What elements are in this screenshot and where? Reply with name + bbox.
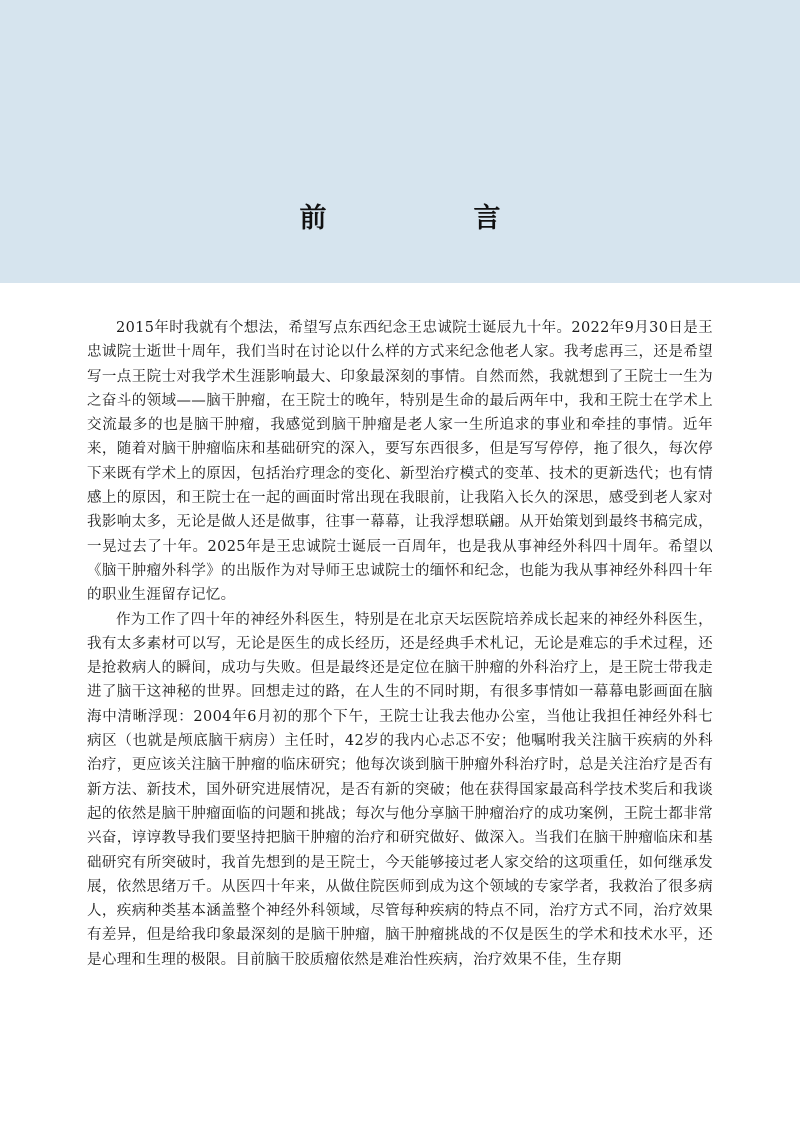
- page-title: 前 言: [299, 203, 561, 234]
- paragraph: 作为工作了四十年的神经外科医生，特别是在北京天坛医院培养成长起来的神经外科医生，我有太多素材可以写，无论是医生的成长经历，还是经典手术札记，无论是难忘的手术过程，还是抢救病人的瞬间，成功与失败。但是最终还是定位在脑干肿瘤的外科治疗上，是王院士带我走进了脑干这神秘的世界。回想走过的路，在人生的不同时期，有很多事情如一幕幕电影画面在脑海中清晰浮现：2004年6月初的那个下午，王院士让我去他办公室，当他让我担任神经外科七病区（也就是颅底脑干病房）主任时，42岁的我内心忐忑不安；他嘱咐我关注脑干疾病的外科治疗，更应该关注脑干肿瘤的临床研究；他每次谈到脑干肿瘤外科治疗时，总是关注治疗是否有新方法、新技术，国外研究进展情况，是否有新的突破；他在获得国家最高科学技术奖后和我谈起的依然是脑干肿瘤面临的问题和挑战；每次与他分享脑干肿瘤治疗的成功案例，王院士都非常兴奋，谆谆教导我们要坚持把脑干肿瘤的治疗和研究做好、做深入。当我们在脑干肿瘤临床和基础研究有所突破时，我首先想到的是王院士，今天能够接过老人家交给的这项重任，如何继承发展，依然思绪万千。从医四十年来，从做住院医师到成为这个领域的专家学者，我救治了很多病人，疾病种类基本涵盖整个神经外科领域，尽管每种疾病的特点不同，治疗方式不同，治疗效果有差异，但是给我印象最深刻的是脑干肿瘤，脑干肿瘤挑战的不仅是医生的学术和技术水平，还是心理和生理的极限。目前脑干胶质瘤依然是难治性疾病，治疗效果不佳，生存期: [87, 611, 713, 968]
- body-text: [87, 316, 713, 972]
- paragraph: 2015年时我就有个想法，希望写点东西纪念王忠诚院士诞辰九十年。2022年9月30日是王忠诚院士逝世十周年，我们当时在讨论以什么样的方式来纪念他老人家。我考虑再三，还是希望写一点王院士对我学术生涯影响最大、印象最深刻的事情。自然而然，我就想到了王院士一生为之奋斗的领域——脑干肿瘤，在王院士的晚年，特别是生命的最后两年中，我和王院士在学术上交流最多的也是脑干肿瘤，我感觉到脑干肿瘤是老人家一生所追求的事业和牵挂的事情。近年来，随着对脑干肿瘤临床和基础研究的深入，要写东西很多，但是写写停停，拖了很久，每次停下来既有学术上的原因，包括治疗理念的变化、新型治疗模式的变革、技术的更新迭代；也有情感上的原因，和王院士在一起的画面时常出现在我眼前，让我陷入长久的深思，感受到老人家对我影响太多，无论是做人还是做事，往事一幕幕，让我浮想联翩。从开始策划到最终书稿完成，一晃过去了十年。2025年是王忠诚院士诞辰一百周年，也是我从事神经外科四十周年。希望以《脑干肿瘤外科学》的出版作为对导师王忠诚院士的缅怀和纪念，也能为我从事神经外科四十年的职业生涯留存记忆。: [87, 320, 713, 604]
- header-band: [0, 0, 800, 283]
